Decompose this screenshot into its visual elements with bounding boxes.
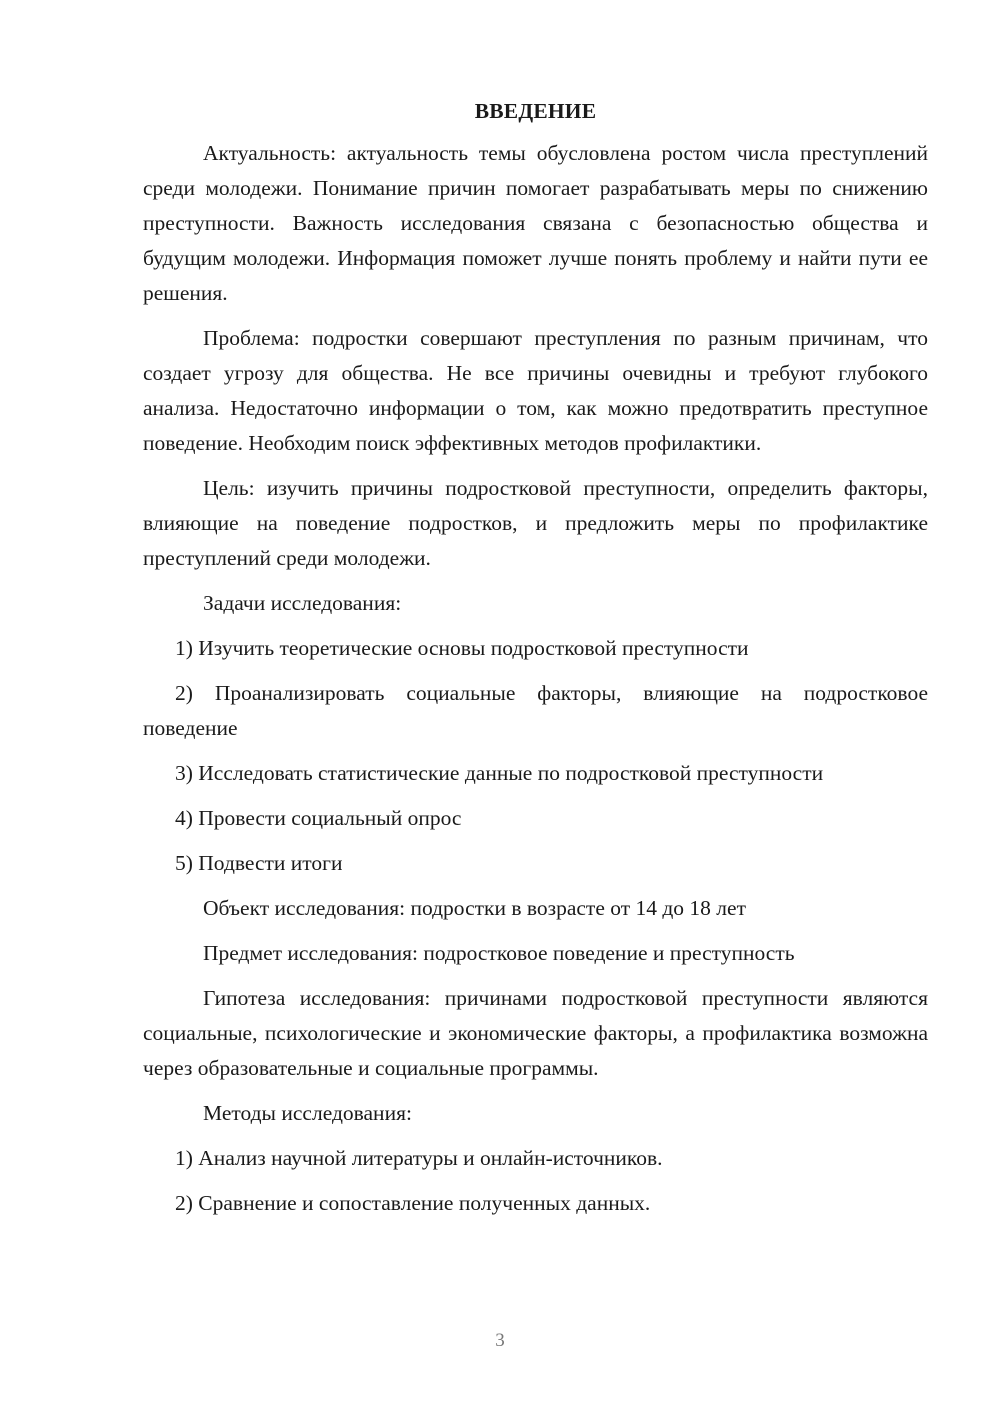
task-item: 4) Провести социальный опрос — [175, 806, 462, 830]
page-number: 3 — [495, 1330, 505, 1351]
method-item: 2) Сравнение и сопоставление полученных данных. — [175, 1191, 651, 1215]
section-title: ВВЕДЕНИЕ — [474, 99, 597, 123]
methods-heading: Методы исследования: — [203, 1101, 412, 1125]
task-item: 3) Исследовать статистические данные по подростковой преступности — [175, 761, 824, 785]
tasks-heading: Задачи исследования: — [203, 591, 402, 615]
subject-line: Предмет исследования: подростковое поведение и преступность — [203, 941, 795, 965]
hypothesis-paragraph: Гипотеза исследования: причинами подростковой преступности являются социальные, психологические и экономические факторы, а профилактика возможна через образовательные и социальные программы. — [143, 986, 928, 1080]
object-line: Объект исследования: подростки в возрасте от 14 до 18 лет — [203, 896, 746, 920]
task-item: 1) Изучить теоретические основы подростковой преступности — [175, 636, 749, 660]
goal-paragraph: Цель: изучить причины подростковой преступности, определить факторы, влияющие на поведение подростков, и предложить меры по профилактике преступлений среди молодежи. — [143, 476, 928, 570]
document-page — [143, 96, 928, 1231]
method-item: 1) Анализ научной литературы и онлайн-источников. — [175, 1146, 663, 1170]
relevance-paragraph: Актуальность: актуальность темы обусловлена ростом числа преступлений среди молодежи. Понимание причин помогает разрабатывать меры по снижению преступности. Важность исследования связана с безопасностью общества и будущим молодежи. Информация поможет лучше понять проблему и найти пути ее решения. — [143, 141, 928, 305]
problem-paragraph: Проблема: подростки совершают преступления по разным причинам, что создает угрозу для общества. Не все причины очевидны и требуют глубокого анализа. Недостаточно информации о том, как можно предотвратить преступное поведение. Необходим поиск эффективных методов профилактики. — [143, 326, 928, 455]
task-item: 2) Проанализировать социальные факторы, влияющие на подростковое поведение — [143, 681, 928, 740]
task-item: 5) Подвести итоги — [175, 851, 343, 875]
